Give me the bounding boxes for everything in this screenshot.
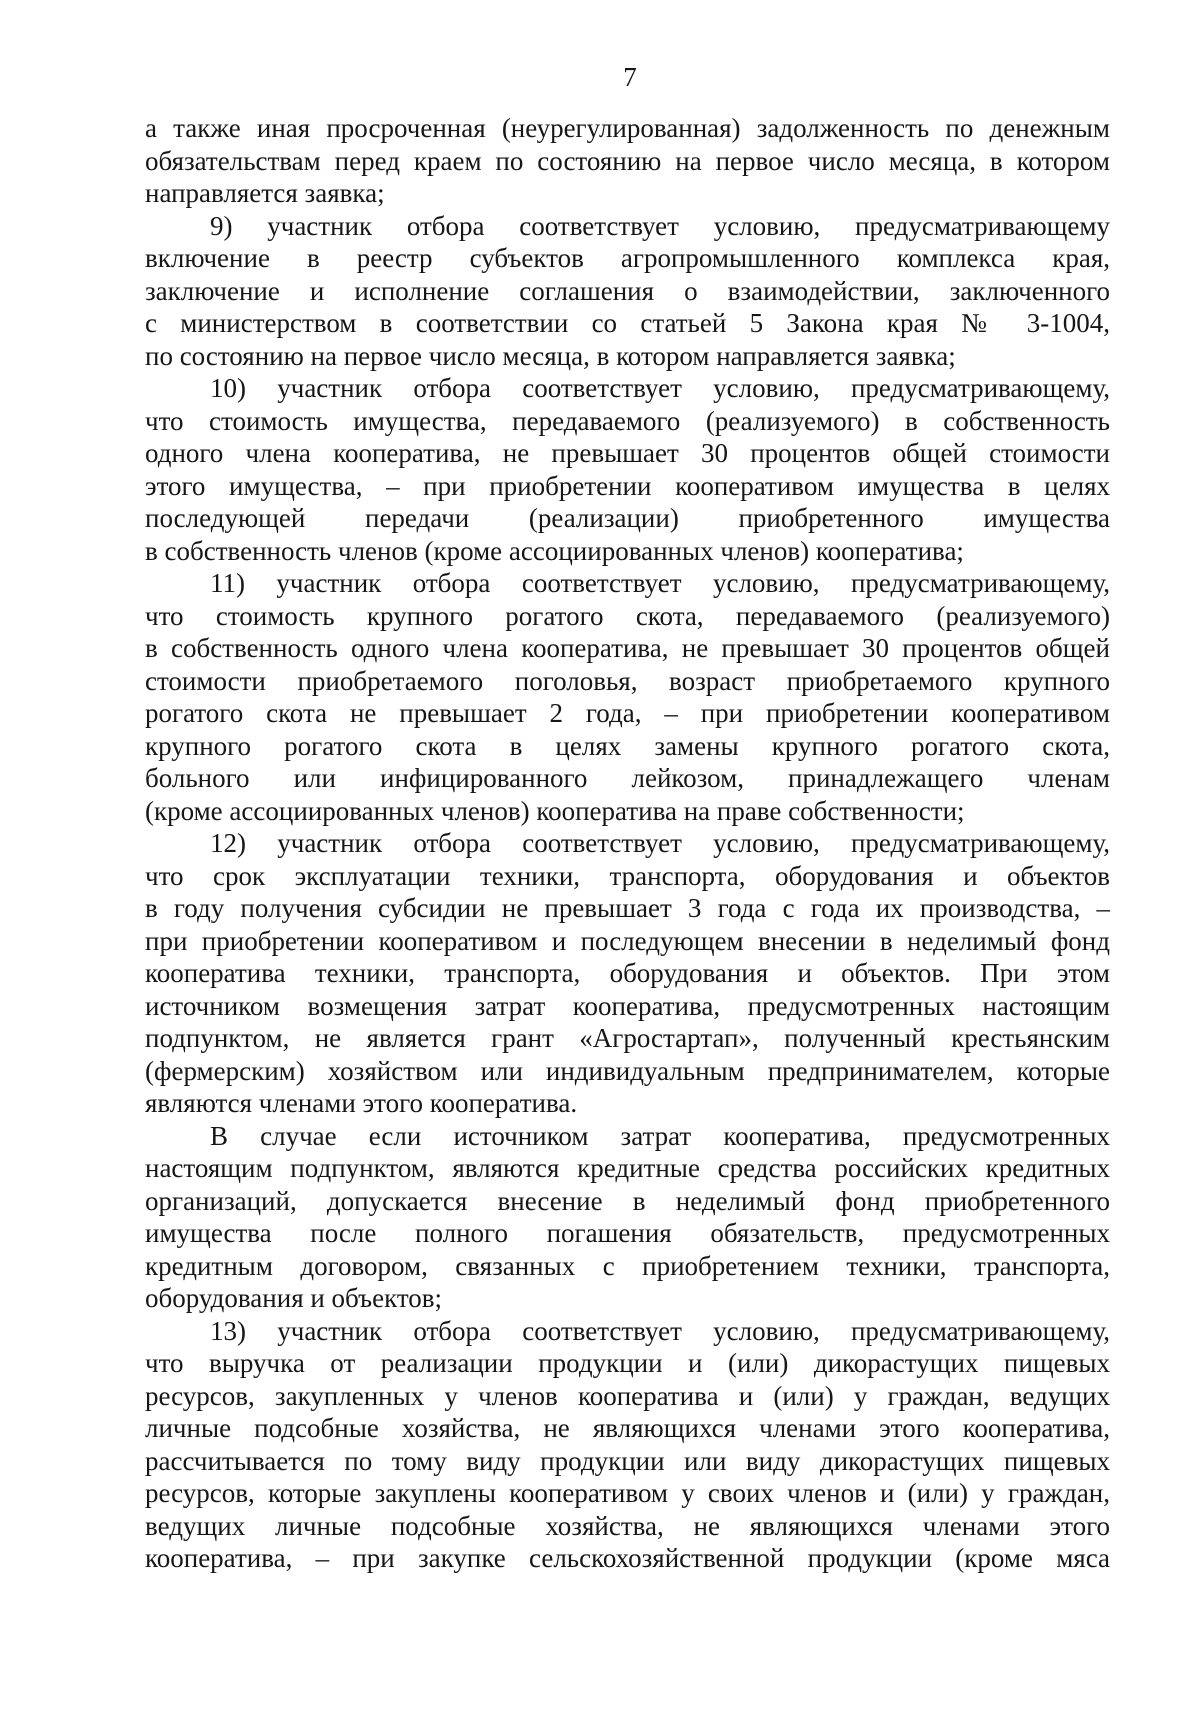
text-line: в году получения субсидии не превышает 3 года с года их производства, – — [145, 893, 1110, 923]
text-line: рогатого скота не превышает 2 года, – при приобретении кооперативом — [145, 698, 1110, 728]
text-line: 10) участник отбора соответствует условию, предусматривающему, — [210, 373, 1110, 403]
text-line: в собственность одного члена кооператива, не превышает 30 процентов общей — [145, 633, 1110, 663]
text-line: одного члена кооператива, не превышает 30 процентов общей стоимости — [145, 438, 1110, 468]
text-line: по состоянию на первое число месяца, в котором направляется заявка; — [145, 340, 956, 371]
text-line: ресурсов, которые закуплены кооперативом у своих членов и (или) у граждан, — [145, 1478, 1110, 1508]
text-line: кооператива, – при закупке сельскохозяйственной продукции (кроме мяса — [145, 1543, 1110, 1573]
text-line: оборудования и объектов; — [145, 1283, 443, 1313]
text-line: являются членами этого кооператива. — [145, 1088, 578, 1118]
document-body — [145, 112, 1110, 1575]
text-line: кредитным договором, связанных с приобретением техники, транспорта, — [145, 1250, 1110, 1281]
text-line: что выручка от реализации продукции и (или) дикорастущих пищевых — [145, 1348, 1110, 1378]
text-line: ресурсов, закупленных у членов кооператива и (или) у граждан, ведущих — [145, 1380, 1110, 1411]
text-line: последующей передачи (реализации) приобретенного имущества — [145, 503, 1110, 533]
text-line: настоящим подпунктом, являются кредитные средства российских кредитных — [145, 1153, 1110, 1183]
page-number: 7 — [623, 62, 637, 92]
text-line: 12) участник отбора соответствует условию, предусматривающему, — [210, 828, 1110, 858]
text-line: личные подсобные хозяйства, не являющихся членами этого кооператива, — [145, 1413, 1110, 1443]
text-line: обязательствам перед краем по состоянию на первое число месяца, в котором — [145, 145, 1110, 176]
text-line: (фермерским) хозяйством или индивидуальным предпринимателем, которые — [145, 1055, 1110, 1086]
text-line: (кроме ассоциированных членов) кооператива на праве собственности; — [145, 795, 965, 826]
text-line: кооператива техники, транспорта, оборудования и объектов. При этом — [145, 958, 1110, 988]
text-line: а также иная просроченная (неурегулированная) задолженность по денежным — [145, 113, 1110, 143]
text-line: заключение и исполнение соглашения о взаимодействии, заключенного — [145, 275, 1110, 306]
text-line: В случае если источником затрат кооператива, предусмотренных — [210, 1120, 1110, 1151]
text-line: при приобретении кооперативом и последующем внесении в неделимый фонд — [145, 925, 1110, 956]
text-line: крупного рогатого скота в целях замены крупного рогатого скота, — [145, 730, 1110, 761]
text-line: что срок эксплуатации техники, транспорта, оборудования и объектов — [145, 860, 1110, 891]
text-line: с министерством в соответствии со статьей 5 Закона края № 3-1004, — [145, 308, 1110, 338]
text-line: больного или инфицированного лейкозом, принадлежащего членам — [145, 763, 1110, 793]
text-line: стоимости приобретаемого поголовья, возраст приобретаемого крупного — [145, 665, 1110, 696]
text-line: ведущих личные подсобные хозяйства, не являющихся членами этого — [145, 1510, 1110, 1541]
text-line: рассчитывается по тому виду продукции или виду дикорастущих пищевых — [145, 1445, 1110, 1476]
text-line: 13) участник отбора соответствует условию, предусматривающему, — [210, 1315, 1110, 1346]
text-line: в собственность членов (кроме ассоциированных членов) кооператива; — [145, 535, 964, 566]
text-line: 11) участник отбора соответствует условию, предусматривающему, — [210, 568, 1110, 598]
text-line: что стоимость крупного рогатого скота, передаваемого (реализуемого) — [145, 600, 1110, 631]
text-line: организаций, допускается внесение в неделимый фонд приобретенного — [145, 1185, 1110, 1216]
text-line: этого имущества, – при приобретении кооперативом имущества в целях — [145, 470, 1110, 501]
text-line: направляется заявка; — [145, 178, 385, 208]
text-line: имущества после полного погашения обязательств, предусмотренных — [145, 1218, 1110, 1248]
text-line: что стоимость имущества, передаваемого (реализуемого) в собственность — [145, 405, 1110, 436]
text-line: включение в реестр субъектов агропромышленного комплекса края, — [145, 243, 1110, 273]
text-line: 9) участник отбора соответствует условию, предусматривающему — [210, 210, 1110, 241]
text-line: источником возмещения затрат кооператива, предусмотренных настоящим — [145, 990, 1110, 1021]
text-line: подпунктом, не является грант «Агростартап», полученный крестьянским — [145, 1023, 1110, 1053]
